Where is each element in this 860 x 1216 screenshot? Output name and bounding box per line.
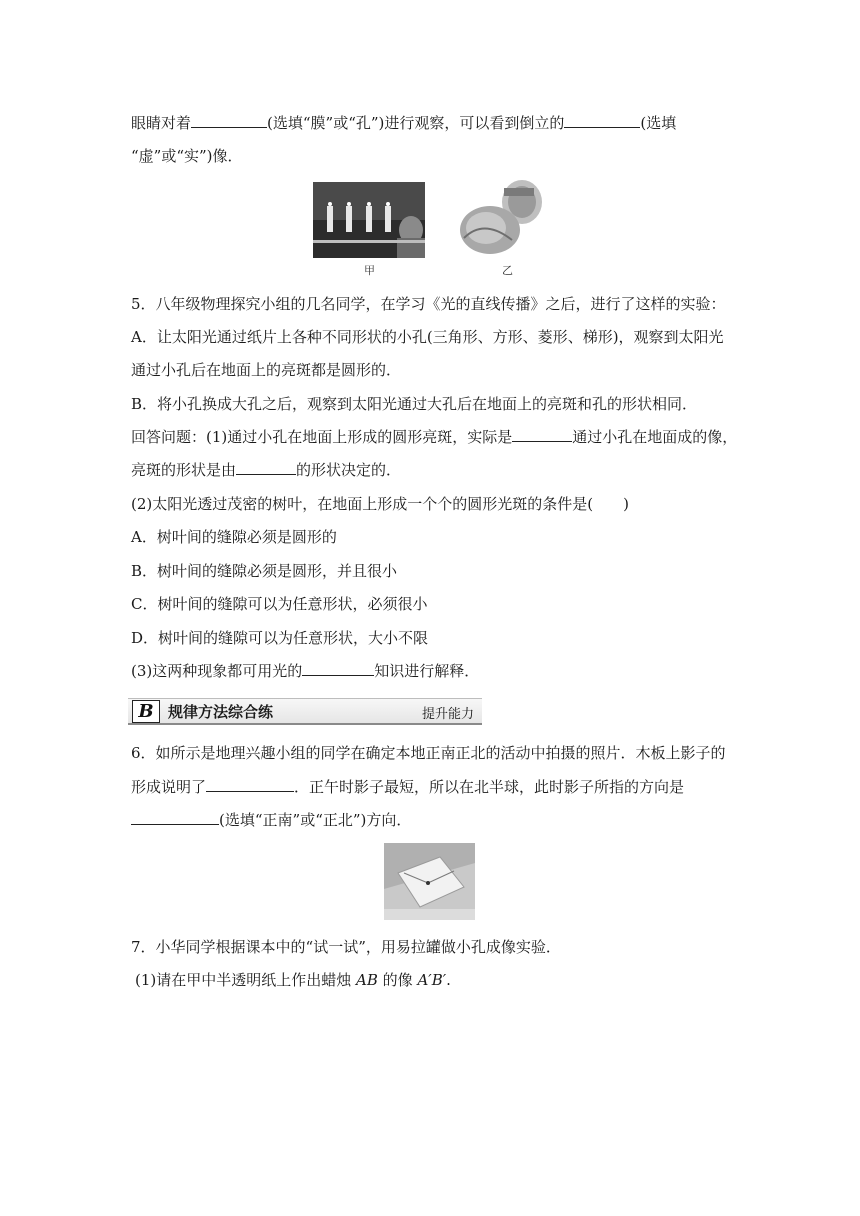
q7-image-label: A′B′ bbox=[417, 971, 447, 989]
q5-text: 亮斑的形状是由 bbox=[131, 461, 237, 479]
q5-text: (3)这两种现象都可用光的 bbox=[131, 662, 303, 680]
q6-text: (选填“正南”或“正北”)方向． bbox=[219, 811, 412, 829]
section-subtitle: 提升能力 bbox=[422, 707, 475, 722]
answer-blank[interactable] bbox=[564, 113, 640, 128]
answer-blank[interactable] bbox=[206, 777, 294, 792]
q5-part1-line-1 bbox=[131, 427, 737, 447]
q4-text: (选填 bbox=[640, 114, 677, 132]
figure-yi-photo bbox=[454, 178, 546, 258]
q5-option-c[interactable]: C．树叶间的缝隙可以为任意形状，必须很小 bbox=[131, 595, 428, 613]
q5-text: 回答问题：(1)通过小孔在地面上形成的圆形亮斑，实际是 bbox=[131, 428, 513, 446]
answer-blank[interactable] bbox=[236, 460, 296, 475]
section-title: 规律方法综合练 bbox=[168, 703, 274, 721]
q5-option-a[interactable]: A．树叶间的缝隙必须是圆形的 bbox=[131, 528, 337, 546]
caption-jia: 甲 bbox=[364, 264, 375, 277]
q4-text: 眼睛对着 bbox=[131, 114, 192, 132]
q5-text: 通过小孔在地面成的像， bbox=[572, 428, 738, 446]
q7-text: (1)请在甲中半透明纸上作出蜡烛 bbox=[135, 971, 352, 989]
q7-text: 的像 bbox=[382, 971, 413, 989]
q6-text: 形成说明了 bbox=[131, 778, 207, 796]
q7-text: . bbox=[446, 971, 451, 989]
q6-text: ．正午时影子最短，所以在北半球，此时影子所指的方向是 bbox=[294, 778, 685, 796]
q5-part3 bbox=[131, 661, 479, 681]
q6-line-2 bbox=[131, 777, 684, 797]
q4-line-1 bbox=[131, 113, 676, 133]
q5-a-line-1: A．让太阳光通过纸片上各种不同形状的小孔(三角形、方形、菱形、梯形)，观察到太阳光 bbox=[131, 328, 724, 346]
caption-yi: 乙 bbox=[502, 264, 513, 277]
answer-blank[interactable] bbox=[302, 661, 374, 676]
q5-b: B．将小孔换成大孔之后，观察到太阳光通过大孔后在地面上的亮斑和孔的形状相同． bbox=[131, 395, 698, 413]
q4-text: (选填“膜”或“孔”)进行观察，可以看到倒立的 bbox=[267, 114, 565, 132]
q5-part2: (2)太阳光透过茂密的树叶，在地面上形成一个个的圆形光斑的条件是( ) bbox=[131, 495, 629, 513]
q6-line-1: 6．如所示是地理兴趣小组的同学在确定本地正南正北的活动中拍摄的照片．木板上影子的 bbox=[131, 744, 726, 762]
answer-blank[interactable] bbox=[131, 810, 219, 825]
section-badge: B bbox=[132, 700, 160, 723]
answer-blank[interactable] bbox=[512, 427, 572, 442]
answer-blank[interactable] bbox=[191, 113, 267, 128]
q4-line-2: “虚”或“实”)像． bbox=[131, 147, 243, 165]
section-banner bbox=[128, 698, 482, 724]
q5-option-d[interactable]: D．树叶间的缝隙可以为任意形状，大小不限 bbox=[131, 629, 429, 647]
q5-stem: 5．八年级物理探究小组的几名同学，在学习《光的直线传播》之后，进行了这样的实验： bbox=[131, 295, 726, 313]
q7-line-2 bbox=[135, 970, 451, 990]
q5-a-line-2: 通过小孔后在地面上的亮斑都是圆形的． bbox=[131, 361, 402, 379]
q5-text: 的形状决定的． bbox=[296, 461, 402, 479]
q6-line-3 bbox=[131, 810, 411, 830]
q7-candle-label: AB bbox=[356, 971, 378, 989]
q6-shadow-board-photo bbox=[384, 843, 475, 920]
q5-part1-line-2 bbox=[131, 460, 401, 480]
q5-option-b[interactable]: B．树叶间的缝隙必须是圆形，并且很小 bbox=[131, 562, 398, 580]
q5-text: 知识进行解释． bbox=[374, 662, 480, 680]
q7-line-1: 7．小华同学根据课本中的“试一试”，用易拉罐做小孔成像实验． bbox=[131, 938, 561, 956]
figure-jia-photo bbox=[313, 182, 425, 258]
